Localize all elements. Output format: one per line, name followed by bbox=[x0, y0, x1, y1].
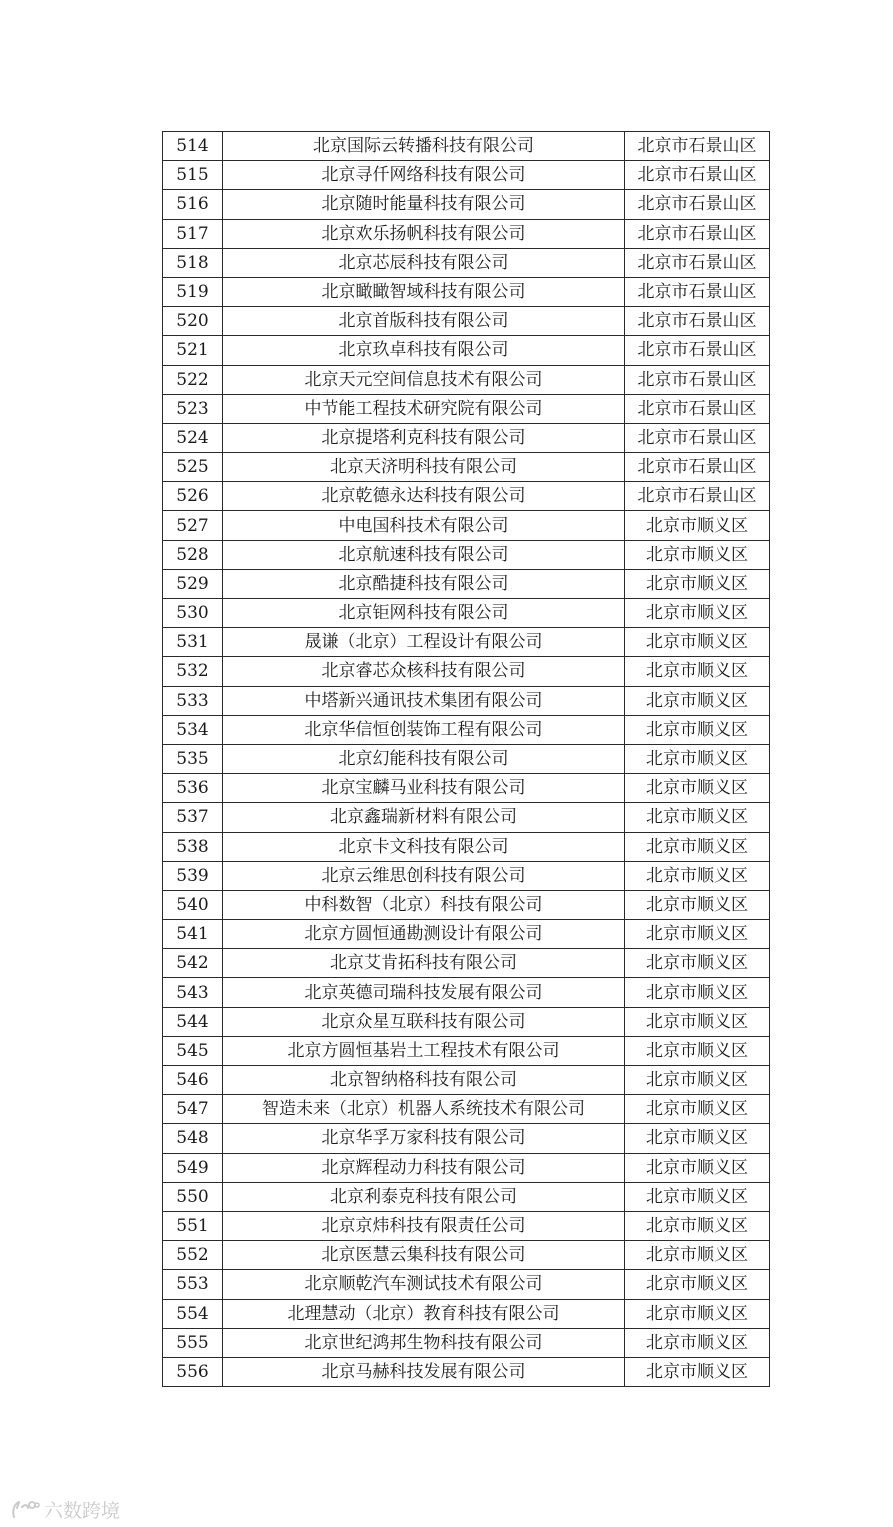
district-cell: 北京市石景山区 bbox=[625, 365, 770, 394]
district-cell: 北京市石景山区 bbox=[625, 277, 770, 306]
table-row bbox=[163, 657, 770, 686]
table-row bbox=[163, 394, 770, 423]
row-number: 556 bbox=[163, 1357, 223, 1386]
company-name: 北京卡文科技有限公司 bbox=[223, 832, 625, 861]
table-row bbox=[163, 1182, 770, 1211]
table-row bbox=[163, 920, 770, 949]
row-number: 523 bbox=[163, 394, 223, 423]
table-row bbox=[163, 774, 770, 803]
row-number: 516 bbox=[163, 190, 223, 219]
company-name: 北京辉程动力科技有限公司 bbox=[223, 1153, 625, 1182]
company-name: 北京乾德永达科技有限公司 bbox=[223, 482, 625, 511]
row-number: 526 bbox=[163, 482, 223, 511]
table-row bbox=[163, 1036, 770, 1065]
company-name: 北京方圆恒通勘测设计有限公司 bbox=[223, 920, 625, 949]
table-row bbox=[163, 161, 770, 190]
company-name: 北京瞰瞰智域科技有限公司 bbox=[223, 277, 625, 306]
district-cell: 北京市顺义区 bbox=[625, 774, 770, 803]
row-number: 553 bbox=[163, 1270, 223, 1299]
table-row bbox=[163, 978, 770, 1007]
district-cell: 北京市顺义区 bbox=[625, 1036, 770, 1065]
company-name: 北京利泰克科技有限公司 bbox=[223, 1182, 625, 1211]
row-number: 532 bbox=[163, 657, 223, 686]
row-number: 522 bbox=[163, 365, 223, 394]
row-number: 517 bbox=[163, 219, 223, 248]
table-row bbox=[163, 482, 770, 511]
district-cell: 北京市石景山区 bbox=[625, 453, 770, 482]
company-name: 北京宝麟马业科技有限公司 bbox=[223, 774, 625, 803]
watermark bbox=[10, 1494, 120, 1524]
company-name: 北京京炜科技有限责任公司 bbox=[223, 1211, 625, 1240]
table-row bbox=[163, 628, 770, 657]
company-name: 北京随时能量科技有限公司 bbox=[223, 190, 625, 219]
table-row bbox=[163, 861, 770, 890]
table-row bbox=[163, 365, 770, 394]
row-number: 538 bbox=[163, 832, 223, 861]
row-number: 554 bbox=[163, 1299, 223, 1328]
district-cell: 北京市顺义区 bbox=[625, 1299, 770, 1328]
row-number: 529 bbox=[163, 569, 223, 598]
row-number: 514 bbox=[163, 132, 223, 161]
company-name: 北京顺乾汽车测试技术有限公司 bbox=[223, 1270, 625, 1299]
district-cell: 北京市顺义区 bbox=[625, 657, 770, 686]
row-number: 537 bbox=[163, 803, 223, 832]
row-number: 552 bbox=[163, 1241, 223, 1270]
company-name: 北京世纪鸿邦生物科技有限公司 bbox=[223, 1328, 625, 1357]
company-name: 北京鑫瑞新材料有限公司 bbox=[223, 803, 625, 832]
district-cell: 北京市顺义区 bbox=[625, 715, 770, 744]
row-number: 555 bbox=[163, 1328, 223, 1357]
company-name: 北京睿芯众核科技有限公司 bbox=[223, 657, 625, 686]
company-name: 北京提塔利克科技有限公司 bbox=[223, 423, 625, 452]
district-cell: 北京市顺义区 bbox=[625, 1328, 770, 1357]
table-row bbox=[163, 1357, 770, 1386]
district-cell: 北京市顺义区 bbox=[625, 1270, 770, 1299]
company-name: 北京天元空间信息技术有限公司 bbox=[223, 365, 625, 394]
row-number: 530 bbox=[163, 599, 223, 628]
table-row bbox=[163, 190, 770, 219]
company-name: 北京玖卓科技有限公司 bbox=[223, 336, 625, 365]
row-number: 550 bbox=[163, 1182, 223, 1211]
district-cell: 北京市石景山区 bbox=[625, 307, 770, 336]
table-row bbox=[163, 219, 770, 248]
company-name: 北京天济明科技有限公司 bbox=[223, 453, 625, 482]
table-row bbox=[163, 1124, 770, 1153]
district-cell: 北京市顺义区 bbox=[625, 1095, 770, 1124]
district-cell: 北京市石景山区 bbox=[625, 219, 770, 248]
company-name: 北京华信恒创装饰工程有限公司 bbox=[223, 715, 625, 744]
district-cell: 北京市顺义区 bbox=[625, 1124, 770, 1153]
table-row bbox=[163, 1299, 770, 1328]
table-row bbox=[163, 277, 770, 306]
row-number: 525 bbox=[163, 453, 223, 482]
table-row bbox=[163, 1066, 770, 1095]
company-name: 北京幻能科技有限公司 bbox=[223, 744, 625, 773]
company-name: 北京钜网科技有限公司 bbox=[223, 599, 625, 628]
company-name: 北京寻仟网络科技有限公司 bbox=[223, 161, 625, 190]
district-cell: 北京市石景山区 bbox=[625, 423, 770, 452]
row-number: 543 bbox=[163, 978, 223, 1007]
watermark-text: 六数跨境 bbox=[44, 1499, 121, 1522]
row-number: 539 bbox=[163, 861, 223, 890]
row-number: 533 bbox=[163, 686, 223, 715]
table-row bbox=[163, 1153, 770, 1182]
row-number: 519 bbox=[163, 277, 223, 306]
table-row bbox=[163, 307, 770, 336]
district-cell: 北京市顺义区 bbox=[625, 949, 770, 978]
company-name: 北京马赫科技发展有限公司 bbox=[223, 1357, 625, 1386]
district-cell: 北京市顺义区 bbox=[625, 1241, 770, 1270]
district-cell: 北京市顺义区 bbox=[625, 920, 770, 949]
row-number: 545 bbox=[163, 1036, 223, 1065]
district-cell: 北京市石景山区 bbox=[625, 132, 770, 161]
district-cell: 北京市顺义区 bbox=[625, 569, 770, 598]
table-row bbox=[163, 540, 770, 569]
table-row bbox=[163, 423, 770, 452]
company-name: 晟谦（北京）工程设计有限公司 bbox=[223, 628, 625, 657]
row-number: 521 bbox=[163, 336, 223, 365]
district-cell: 北京市石景山区 bbox=[625, 161, 770, 190]
district-cell: 北京市顺义区 bbox=[625, 803, 770, 832]
table-row bbox=[163, 336, 770, 365]
company-name: 北京方圆恒基岩土工程技术有限公司 bbox=[223, 1036, 625, 1065]
table-row bbox=[163, 1095, 770, 1124]
company-name: 智造未来（北京）机器人系统技术有限公司 bbox=[223, 1095, 625, 1124]
company-name: 北京云维思创科技有限公司 bbox=[223, 861, 625, 890]
district-cell: 北京市顺义区 bbox=[625, 978, 770, 1007]
district-cell: 北京市顺义区 bbox=[625, 1182, 770, 1211]
row-number: 520 bbox=[163, 307, 223, 336]
row-number: 551 bbox=[163, 1211, 223, 1240]
company-name: 北京医慧云集科技有限公司 bbox=[223, 1241, 625, 1270]
district-cell: 北京市顺义区 bbox=[625, 890, 770, 919]
row-number: 524 bbox=[163, 423, 223, 452]
company-name: 中节能工程技术研究院有限公司 bbox=[223, 394, 625, 423]
table-row bbox=[163, 686, 770, 715]
table-row bbox=[163, 1270, 770, 1299]
row-number: 542 bbox=[163, 949, 223, 978]
table-row bbox=[163, 1211, 770, 1240]
company-name: 中科数智（北京）科技有限公司 bbox=[223, 890, 625, 919]
table-row bbox=[163, 599, 770, 628]
table-row bbox=[163, 453, 770, 482]
row-number: 535 bbox=[163, 744, 223, 773]
row-number: 544 bbox=[163, 1007, 223, 1036]
row-number: 518 bbox=[163, 248, 223, 277]
district-cell: 北京市顺义区 bbox=[625, 1211, 770, 1240]
company-table bbox=[162, 131, 770, 1387]
row-number: 541 bbox=[163, 920, 223, 949]
district-cell: 北京市顺义区 bbox=[625, 1066, 770, 1095]
row-number: 515 bbox=[163, 161, 223, 190]
row-number: 547 bbox=[163, 1095, 223, 1124]
row-number: 536 bbox=[163, 774, 223, 803]
row-number: 527 bbox=[163, 511, 223, 540]
company-name: 中电国科技术有限公司 bbox=[223, 511, 625, 540]
table-row bbox=[163, 744, 770, 773]
district-cell: 北京市顺义区 bbox=[625, 599, 770, 628]
district-cell: 北京市石景山区 bbox=[625, 482, 770, 511]
company-name: 北京国际云转播科技有限公司 bbox=[223, 132, 625, 161]
table-body bbox=[163, 132, 770, 1387]
company-name: 北京航速科技有限公司 bbox=[223, 540, 625, 569]
district-cell: 北京市顺义区 bbox=[625, 686, 770, 715]
company-name: 北京欢乐扬帆科技有限公司 bbox=[223, 219, 625, 248]
table-row bbox=[163, 248, 770, 277]
company-name: 北理慧动（北京）教育科技有限公司 bbox=[223, 1299, 625, 1328]
district-cell: 北京市顺义区 bbox=[625, 861, 770, 890]
table-row bbox=[163, 890, 770, 919]
company-name: 北京智纳格科技有限公司 bbox=[223, 1066, 625, 1095]
row-number: 540 bbox=[163, 890, 223, 919]
row-number: 531 bbox=[163, 628, 223, 657]
table-row bbox=[163, 715, 770, 744]
row-number: 548 bbox=[163, 1124, 223, 1153]
table-row bbox=[163, 803, 770, 832]
table-row bbox=[163, 569, 770, 598]
district-cell: 北京市石景山区 bbox=[625, 248, 770, 277]
district-cell: 北京市石景山区 bbox=[625, 336, 770, 365]
district-cell: 北京市顺义区 bbox=[625, 1007, 770, 1036]
table-row bbox=[163, 832, 770, 861]
company-name: 北京酷捷科技有限公司 bbox=[223, 569, 625, 598]
district-cell: 北京市顺义区 bbox=[625, 1153, 770, 1182]
district-cell: 北京市石景山区 bbox=[625, 190, 770, 219]
row-number: 534 bbox=[163, 715, 223, 744]
district-cell: 北京市顺义区 bbox=[625, 832, 770, 861]
logo-icon bbox=[10, 1498, 40, 1520]
district-cell: 北京市顺义区 bbox=[625, 744, 770, 773]
table-row bbox=[163, 1007, 770, 1036]
district-cell: 北京市顺义区 bbox=[625, 628, 770, 657]
company-name: 北京英德司瑞科技发展有限公司 bbox=[223, 978, 625, 1007]
district-cell: 北京市顺义区 bbox=[625, 511, 770, 540]
row-number: 528 bbox=[163, 540, 223, 569]
district-cell: 北京市顺义区 bbox=[625, 1357, 770, 1386]
district-cell: 北京市顺义区 bbox=[625, 540, 770, 569]
table-row bbox=[163, 132, 770, 161]
row-number: 549 bbox=[163, 1153, 223, 1182]
table-row bbox=[163, 949, 770, 978]
company-name: 中塔新兴通讯技术集团有限公司 bbox=[223, 686, 625, 715]
company-name: 北京芯辰科技有限公司 bbox=[223, 248, 625, 277]
table-row bbox=[163, 511, 770, 540]
company-name: 北京首版科技有限公司 bbox=[223, 307, 625, 336]
table-row bbox=[163, 1241, 770, 1270]
row-number: 546 bbox=[163, 1066, 223, 1095]
company-name: 北京众星互联科技有限公司 bbox=[223, 1007, 625, 1036]
district-cell: 北京市石景山区 bbox=[625, 394, 770, 423]
company-name: 北京艾肯拓科技有限公司 bbox=[223, 949, 625, 978]
company-name: 北京华孚万家科技有限公司 bbox=[223, 1124, 625, 1153]
table-row bbox=[163, 1328, 770, 1357]
